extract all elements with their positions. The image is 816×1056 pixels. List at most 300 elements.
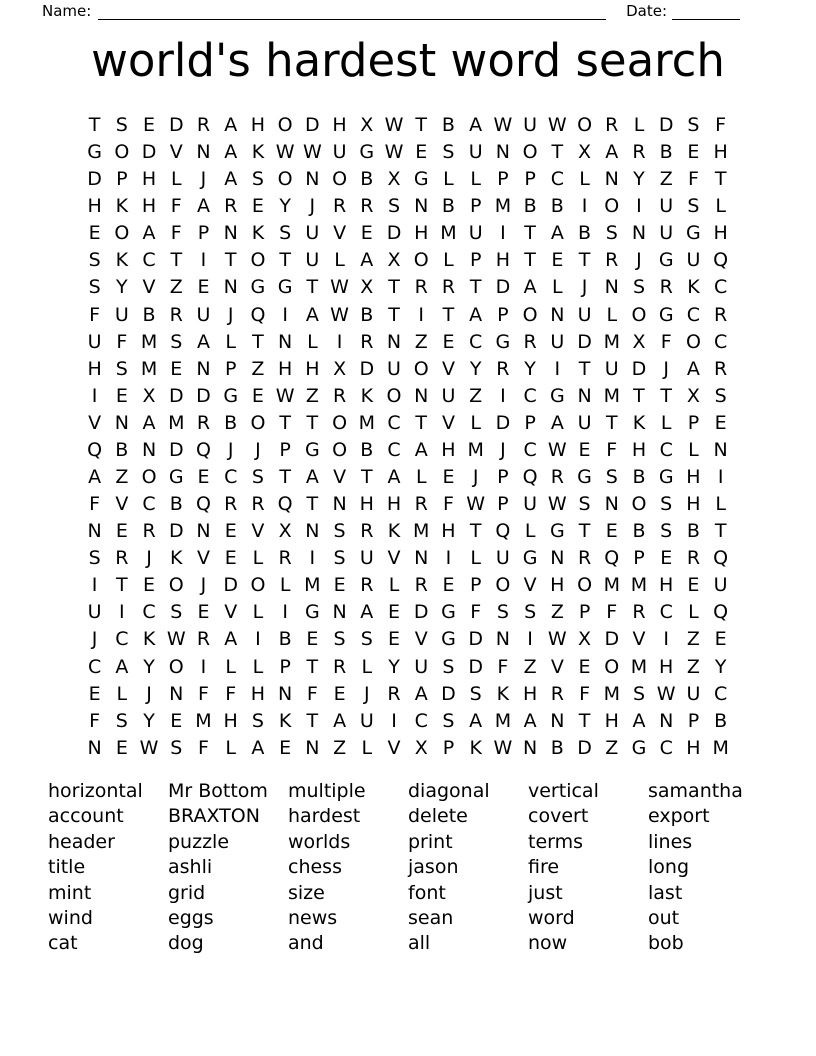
word-list-item: Mr Bottom (168, 780, 268, 802)
grid-cell: N (278, 682, 293, 705)
grid-cell: M (603, 574, 620, 597)
grid-cell: L (361, 655, 373, 678)
grid-cell: A (88, 466, 102, 489)
word-list-column (168, 779, 288, 957)
grid-cell: H (631, 438, 647, 461)
grid-cell: S (170, 330, 183, 353)
grid-cell: D (196, 384, 211, 407)
grid-cell: A (387, 466, 401, 489)
grid-cell: O (522, 141, 538, 164)
grid-cell: X (142, 384, 156, 407)
grid-cell: N (631, 222, 647, 245)
grid-cell: J (146, 682, 152, 705)
grid-cell: R (414, 493, 428, 516)
grid-cell: H (250, 114, 266, 136)
grid-cell: O (604, 655, 620, 678)
grid-cell: E (442, 330, 455, 353)
grid-cell: D (495, 411, 511, 434)
grid-cell: P (469, 249, 482, 272)
grid-cell: O (577, 574, 593, 597)
grid-cell: E (197, 601, 210, 624)
grid-cell: L (415, 466, 427, 489)
grid-cell: A (142, 222, 156, 245)
grid-cell: B (550, 736, 564, 759)
grid-cell: P (497, 168, 509, 191)
grid-cell: S (115, 114, 128, 136)
grid-cell: U (305, 222, 320, 245)
grid-cell: L (524, 520, 536, 543)
grid-cell: N (495, 628, 510, 651)
grid-cell: P (279, 655, 291, 678)
grid-cell: H (223, 709, 238, 732)
grid-cell: L (715, 493, 726, 516)
grid-cell: N (169, 682, 184, 705)
grid-cell: U (550, 330, 565, 353)
grid-cell: S (578, 493, 591, 516)
grid-cell: S (333, 520, 346, 543)
grid-cell: U (604, 357, 619, 380)
grid-cell: G (522, 547, 538, 570)
grid-cell: I (554, 357, 561, 380)
grid-cell: P (497, 466, 509, 489)
grid-cell: Q (495, 520, 511, 543)
grid-cell: E (115, 736, 128, 759)
grid-cell: N (659, 709, 674, 732)
grid-cell: Y (633, 168, 645, 191)
word-list-item: mint (48, 881, 92, 904)
grid-cell: U (87, 601, 102, 624)
grid-cell: I (663, 628, 669, 651)
grid-row (81, 437, 734, 464)
grid-cell: R (714, 303, 728, 326)
grid-cell: J (227, 438, 234, 461)
grid-cell: E (197, 276, 210, 299)
grid-cell: M (140, 330, 158, 353)
grid-cell: J (363, 682, 370, 705)
grid-cell: O (522, 303, 538, 326)
grid-cell: I (91, 384, 98, 407)
word-list-item: diagonal (408, 780, 490, 802)
grid-cell: E (714, 411, 727, 434)
grid-cell: E (143, 114, 156, 136)
grid-cell: T (224, 249, 237, 272)
word-list-item: now (528, 932, 568, 955)
grid-cell: P (442, 736, 455, 759)
grid-cell: O (250, 574, 266, 597)
grid-cell: T (306, 493, 319, 516)
grid-cell: H (332, 114, 347, 136)
word-list-item: dog (168, 932, 204, 955)
grid-cell: G (168, 466, 184, 489)
grid-cell: S (632, 276, 646, 299)
grid-cell: X (278, 520, 292, 543)
grid-cell: M (304, 574, 321, 597)
grid-row (81, 383, 734, 410)
word-list-item: fire (528, 856, 560, 879)
grid-cell: T (714, 168, 727, 191)
grid-cell: K (251, 222, 265, 245)
word-list (48, 779, 768, 957)
grid-cell: B (714, 709, 728, 732)
grid-cell: P (116, 168, 128, 191)
grid-cell: K (170, 547, 183, 570)
grid-cell: J (200, 168, 207, 191)
grid-cell: T (578, 249, 591, 272)
grid-row (81, 491, 734, 518)
grid-cell: W (275, 141, 295, 164)
grid-cell: I (336, 330, 343, 353)
word-list-item: delete (408, 805, 468, 828)
word-list-item: print (408, 830, 453, 853)
grid-cell: N (604, 168, 619, 191)
grid-cell: C (387, 411, 401, 434)
grid-cell: L (307, 330, 318, 353)
word-list-item: puzzle (168, 830, 230, 853)
grid-cell: U (332, 141, 347, 164)
grid-cell: T (524, 249, 536, 272)
word-list-item: all (408, 932, 431, 955)
grid-cell: D (468, 655, 483, 678)
grid-cell: P (497, 493, 509, 516)
grid-cell: F (225, 682, 237, 705)
grid-cell: X (387, 249, 401, 272)
grid-cell: N (550, 303, 565, 326)
grid-cell: H (659, 655, 674, 678)
grid-cell: E (251, 384, 264, 407)
grid-cell: A (196, 330, 210, 353)
word-grid (81, 112, 734, 762)
grid-cell: H (277, 357, 293, 380)
grid-cell: T (116, 574, 128, 597)
grid-cell: X (414, 736, 428, 759)
grid-cell: R (496, 357, 510, 380)
grid-cell: U (523, 493, 538, 516)
grid-cell: P (497, 303, 509, 326)
grid-cell: U (468, 222, 483, 245)
grid-cell: E (714, 628, 727, 651)
grid-cell: E (687, 574, 700, 597)
grid-cell: C (659, 438, 673, 461)
word-list-item: multiple (288, 780, 366, 802)
grid-cell: E (442, 574, 455, 597)
grid-cell: C (550, 168, 564, 191)
grid-cell: F (497, 655, 509, 678)
grid-cell: F (470, 601, 482, 624)
grid-cell: D (223, 574, 239, 597)
grid-cell: L (252, 601, 264, 624)
word-list-item: ashli (168, 856, 213, 879)
grid-cell: L (170, 168, 182, 191)
grid-cell: S (442, 655, 455, 678)
grid-cell: A (305, 303, 319, 326)
grid-cell: Y (714, 655, 727, 678)
word-list-item: chess (288, 856, 342, 879)
grid-cell: C (714, 330, 728, 353)
grid-cell: R (714, 357, 728, 380)
grid-cell: H (359, 493, 374, 516)
grid-cell: A (605, 141, 619, 164)
grid-cell: G (304, 601, 320, 624)
grid-cell: E (578, 438, 591, 461)
grid-cell: B (360, 168, 374, 191)
grid-cell: J (227, 303, 234, 326)
word-list-column (408, 779, 528, 957)
grid-cell: P (279, 438, 291, 461)
grid-cell: S (496, 601, 509, 624)
grid-row (81, 410, 734, 437)
grid-cell: G (223, 384, 239, 407)
grid-cell: Q (713, 601, 729, 624)
grid-cell: U (686, 249, 701, 272)
grid-cell: A (523, 709, 537, 732)
word-list-column (528, 779, 648, 957)
grid-cell: G (686, 222, 701, 245)
word-list-item: word (528, 907, 575, 930)
date-label: Date: (626, 2, 667, 20)
grid-cell: E (551, 249, 564, 272)
grid-cell: Y (388, 655, 400, 678)
grid-cell: B (360, 303, 374, 326)
grid-cell: M (603, 384, 620, 407)
grid-cell: G (441, 628, 456, 651)
grid-cell: L (688, 601, 699, 624)
grid-cell: K (632, 411, 646, 434)
grid-cell: G (549, 384, 565, 407)
grid-cell: S (170, 736, 183, 759)
grid-cell: I (717, 466, 724, 489)
grid-cell: E (306, 628, 319, 651)
grid-cell: I (636, 195, 642, 218)
grid-cell: N (414, 547, 429, 570)
grid-cell: S (115, 709, 128, 732)
grid-cell: T (279, 466, 291, 489)
grid-cell: R (278, 547, 292, 570)
grid-cell: A (550, 222, 564, 245)
grid-cell: F (198, 736, 209, 759)
grid-cell: X (578, 141, 592, 164)
grid-cell: W (493, 736, 513, 759)
grid-cell: T (388, 303, 400, 326)
grid-cell: N (278, 330, 293, 353)
grid-cell: B (578, 222, 592, 245)
grid-cell: S (660, 493, 673, 516)
grid-cell: T (633, 384, 645, 407)
grid-cell: G (304, 438, 320, 461)
grid-cell: O (631, 303, 647, 326)
grid-cell: Z (333, 736, 347, 759)
grid-cell: Q (713, 547, 729, 570)
grid-cell: H (522, 682, 538, 705)
word-list-item: bob (648, 932, 684, 955)
grid-cell: S (469, 682, 482, 705)
word-list-item: sean (408, 907, 454, 930)
grid-cell: F (170, 222, 182, 245)
grid-cell: H (87, 195, 102, 218)
grid-cell: S (714, 384, 727, 407)
grid-cell: T (306, 655, 319, 678)
grid-cell: D (631, 357, 647, 380)
word-list-item: eggs (168, 907, 214, 930)
word-list-item: header (48, 830, 115, 853)
grid-cell: C (142, 249, 156, 272)
grid-cell: B (169, 493, 183, 516)
grid-cell: A (550, 411, 564, 434)
grid-cell: L (633, 114, 645, 136)
word-list-item: out (648, 907, 680, 930)
grid-cell: J (91, 628, 98, 651)
grid-cell: K (251, 141, 265, 164)
grid-cell: B (686, 520, 700, 543)
grid-cell: C (115, 628, 129, 651)
grid-cell: M (494, 195, 512, 218)
grid-cell: R (332, 384, 347, 407)
grid-cell: R (414, 574, 428, 597)
grid-cell: A (224, 168, 238, 191)
grid-cell: T (306, 709, 319, 732)
grid-cell: F (660, 330, 672, 353)
grid-cell: N (305, 736, 320, 759)
grid-cell: Z (605, 736, 619, 759)
grid-cell: D (168, 384, 184, 407)
grid-cell: C (523, 384, 537, 407)
grid-cell: C (142, 601, 156, 624)
grid-cell: D (577, 330, 592, 353)
grid-cell: A (686, 357, 700, 380)
grid-cell: N (523, 736, 538, 759)
grid-cell: X (360, 114, 374, 136)
grid-cell: N (114, 411, 129, 434)
grid-cell: L (660, 411, 672, 434)
grid-cell: V (441, 411, 455, 434)
grid-cell: Q (196, 438, 211, 461)
grid-cell: U (305, 249, 320, 272)
word-list-item: wind (48, 907, 93, 930)
grid-cell: O (250, 411, 266, 434)
grid-cell: D (441, 682, 456, 705)
grid-cell: L (470, 168, 481, 191)
grid-cell: P (469, 574, 482, 597)
grid-cell: D (168, 520, 184, 543)
grid-cell: Z (550, 601, 564, 624)
grid-cell: T (551, 141, 564, 164)
grid-cell: R (577, 547, 592, 570)
grid-cell: O (250, 249, 266, 272)
grid-cell: U (659, 222, 674, 245)
grid-cell: R (632, 141, 646, 164)
grid-cell: T (660, 384, 672, 407)
grid-cell: Z (115, 466, 129, 489)
grid-cell: Q (604, 547, 620, 570)
grid-cell: E (115, 384, 128, 407)
grid-cell: M (603, 330, 620, 353)
grid-cell: R (360, 574, 374, 597)
grid-cell: R (224, 493, 238, 516)
grid-cell: E (388, 628, 401, 651)
grid-cell: O (413, 249, 429, 272)
grid-cell: N (87, 736, 102, 759)
grid-cell: S (333, 628, 346, 651)
grid-cell: G (359, 141, 375, 164)
grid-cell: K (142, 628, 156, 651)
grid-cell: N (550, 709, 565, 732)
word-list-item: vertical (528, 780, 599, 802)
grid-cell: A (360, 601, 374, 624)
grid-cell: L (252, 547, 264, 570)
grid-cell: F (89, 303, 101, 326)
grid-cell: A (333, 709, 347, 732)
grid-cell: D (386, 222, 402, 245)
grid-cell: R (387, 682, 401, 705)
grid-cell: I (91, 574, 98, 597)
grid-cell: M (467, 438, 484, 461)
grid-cell: E (605, 520, 618, 543)
grid-cell: O (332, 168, 348, 191)
grid-cell: T (88, 114, 101, 136)
grid-cell: L (279, 574, 291, 597)
grid-cell: R (605, 249, 619, 272)
grid-cell: I (500, 384, 506, 407)
grid-cell: E (333, 682, 346, 705)
grid-cell: G (549, 520, 565, 543)
grid-cell: P (578, 601, 591, 624)
grid-cell: E (578, 655, 591, 678)
grid-cell: W (656, 682, 676, 705)
grid-cell: E (224, 547, 237, 570)
grid-cell: F (687, 168, 699, 191)
grid-cell: L (552, 276, 563, 299)
grid-cell: L (361, 736, 373, 759)
grid-cell: M (195, 709, 212, 732)
grid-cell: G (87, 141, 102, 164)
grid-cell: E (88, 222, 101, 245)
grid-cell: E (687, 141, 700, 164)
grid-cell: S (687, 195, 700, 218)
grid-cell: B (441, 114, 455, 136)
grid-cell: W (547, 493, 567, 516)
grid-cell: U (87, 330, 102, 353)
grid-cell: P (469, 195, 482, 218)
grid-row (81, 464, 734, 491)
grid-cell: R (115, 547, 129, 570)
grid-cell: V (169, 141, 183, 164)
grid-cell: F (715, 114, 727, 136)
grid-row (81, 247, 734, 274)
grid-cell: W (330, 303, 349, 326)
grid-cell: O (277, 114, 293, 136)
grid-cell: T (605, 411, 618, 434)
grid-cell: L (606, 303, 618, 326)
grid-cell: A (632, 709, 646, 732)
grid-cell: Q (522, 466, 538, 489)
grid-cell: R (659, 276, 673, 299)
grid-cell: R (605, 114, 619, 136)
grid-cell: V (414, 628, 428, 651)
grid-cell: J (663, 357, 669, 380)
grid-cell: R (196, 628, 211, 651)
grid-cell: C (714, 682, 728, 705)
grid-cell: S (279, 222, 292, 245)
grid-cell: X (387, 168, 401, 191)
grid-cell: F (606, 438, 618, 461)
grid-cell: F (89, 493, 101, 516)
name-date-header (42, 2, 740, 20)
grid-cell: R (196, 411, 211, 434)
grid-cell: E (170, 357, 183, 380)
grid-cell: S (387, 195, 401, 218)
grid-cell: J (581, 276, 588, 299)
grid-cell: V (142, 276, 156, 299)
grid-cell: C (714, 276, 728, 299)
